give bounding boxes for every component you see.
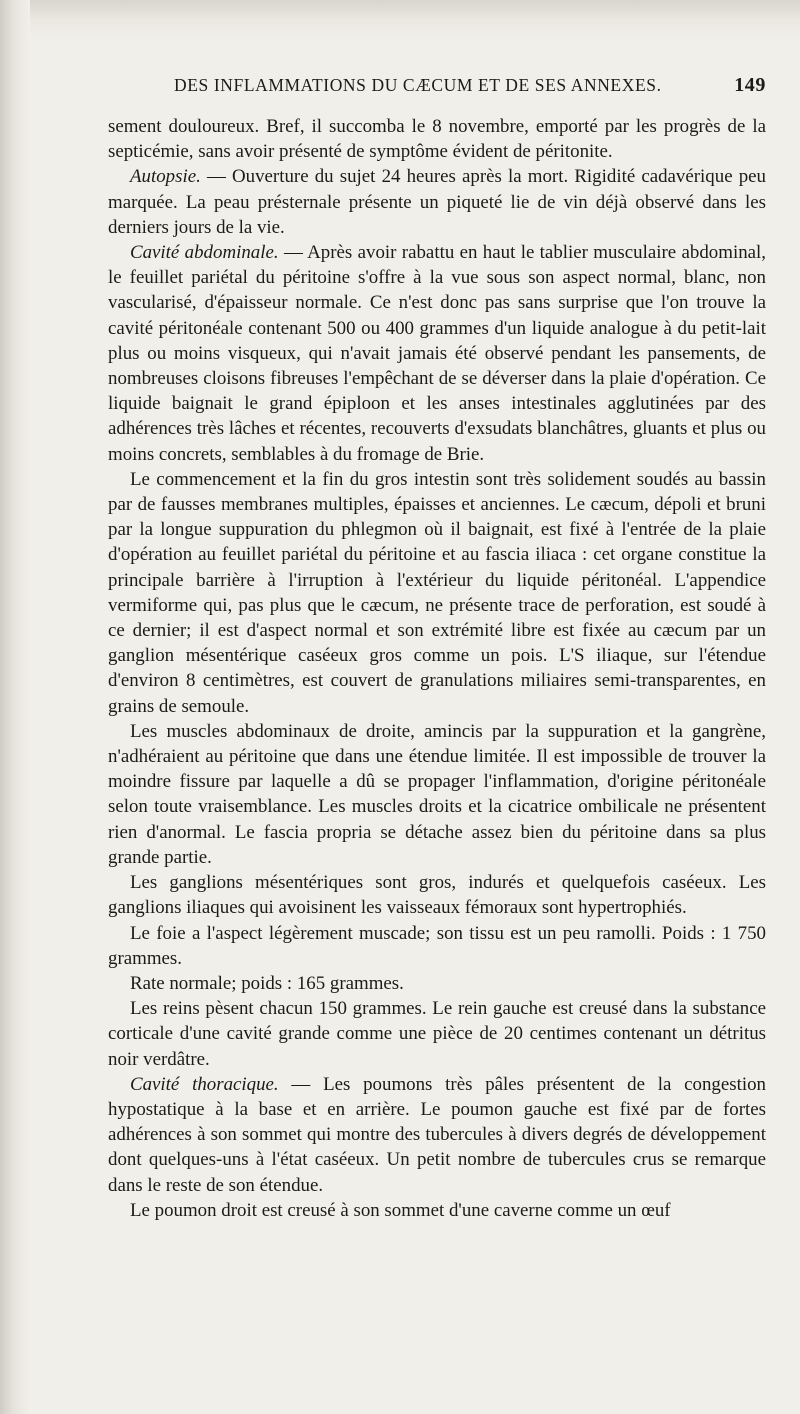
paragraph — [108, 1198, 766, 1223]
section-rubric-autopsie: Autopsie. — [130, 166, 201, 188]
paragraph-text: Les reins pèsent chacun 150 grammes. Le rein gauche est creusé dans la substance corticale d'une cavité grande comme une pièce de 20 centimes contenant un détritus noir verdâtre. — [108, 998, 766, 1070]
paragraph — [108, 996, 766, 1072]
section-rubric-cavite-thoracique: Cavité thoracique. — [130, 1073, 279, 1095]
paragraph-text: Le commencement et la fin du gros intestin sont très solidement soudés au bassin par de fausses membranes multiples, épaisses et anciennes. Le cæcum, dépoli et bruni par la longue suppuration du phlegmon où il baignait, est fixé à l'entrée de la plaie d'opération au feuillet pariétal du péritoine et au fascia iliaca : cet organe constitue la principale barrière à l'irruption à l'extérieur du liquide péritonéal. L'appendice vermiforme qui, pas plus que le cæcum, ne présente trace de perforation, est soudé à ce dernier; il est d'aspect normal et son extrémité libre est fixée au cæcum par un ganglion mésentérique caséeux gros comme un pois. L'S iliaque, sur l'étendue d'environ 8 centimètres, est couvert de granulations miliaires semi-transparentes, en grains de semoule. — [108, 468, 766, 717]
running-head — [174, 74, 766, 108]
paragraph-text: Les ganglions mésentériques sont gros, indurés et quelquefois caséeux. Les ganglions iliaques qui avoisinent les vaisseaux fémoraux sont hypertrophiés. — [108, 872, 766, 919]
paragraph — [108, 1072, 766, 1198]
paragraph-text: Le foie a l'aspect légèrement muscade; son tissu est un peu ramolli. Poids : 1 750 grammes. — [108, 922, 766, 969]
body-text — [108, 114, 766, 1223]
page-number: 149 — [734, 74, 766, 96]
paragraph-text: — Ouverture du sujet 24 heures après la mort. Rigidité cadavérique peu marquée. La peau présternale présente un piqueté lie de vin déjà observé dans les derniers jours de la vie. — [108, 166, 766, 238]
paragraph-text: Les muscles abdominaux de droite, amincis par la suppuration et la gangrène, n'adhéraient au péritoine que dans une étendue limitée. Il est impossible de trouver la moindre fissure par laquelle a dû se propager l'inflammation, d'origine péritonéale selon toute vraisemblance. Les muscles droits et la cicatrice ombilicale ne présentent rien d'anormal. Le fascia propria se détache assez bien du péritoine dans sa plus grande partie. — [108, 720, 766, 868]
paragraph — [108, 114, 766, 164]
page — [108, 74, 766, 1223]
page-top-shadow — [0, 0, 800, 40]
paragraph — [108, 921, 766, 971]
paragraph — [108, 719, 766, 870]
paragraph — [108, 164, 766, 240]
paragraph — [108, 240, 766, 467]
section-rubric-cavite-abdominale: Cavité abdominale. — [130, 242, 279, 264]
paragraph-text: Le poumon droit est creusé à son sommet d'une caverne comme un œuf — [130, 1199, 671, 1221]
paragraph — [108, 467, 766, 719]
running-title: DES INFLAMMATIONS DU CÆCUM ET DE SES ANNEXES. — [174, 75, 662, 95]
paragraph-text: Rate normale; poids : 165 grammes. — [130, 972, 404, 994]
paragraph-text: — Les poumons très pâles présentent de la congestion hypostatique à la base et en arrière. Le poumon gauche est fixé par de fortes adhérences à son sommet qui montre des tubercules à divers degrés de développement dont quelques-uns à l'état caséeux. Un petit nombre de tubercules crus se remarque dans le reste de son étendue. — [108, 1073, 767, 1196]
paragraph — [108, 870, 766, 920]
binding-edge — [0, 0, 30, 1414]
paragraph-text: sement douloureux. Bref, il succomba le 8 novembre, emporté par les progrès de la septicémie, sans avoir présenté de symptôme évident de péritonite. — [108, 116, 766, 163]
paragraph-text: — Après avoir rabattu en haut le tablier musculaire abdominal, le feuillet pariétal du péritoine s'offre à la vue sous son aspect normal, blanc, non vascularisé, d'épaisseur normale. Ce n'est donc pas sans surprise que l'on trouve la cavité péritonéale contenant 500 ou 400 grammes d'un liquide analogue à du petit-lait plus ou moins visqueux, qui n'avait jamais été observé pendant les pansements, de nombreuses cloisons fibreuses l'empêchant de se déverser dans la plaie d'opération. Ce liquide baignait le grand épiploon et les anses intestinales agglutinées par des adhérences très lâches et récentes, recouverts d'exsudats blanchâtres, gluants et plus ou moins concrets, semblables à du fromage de Brie. — [108, 242, 766, 465]
paragraph — [108, 971, 766, 996]
